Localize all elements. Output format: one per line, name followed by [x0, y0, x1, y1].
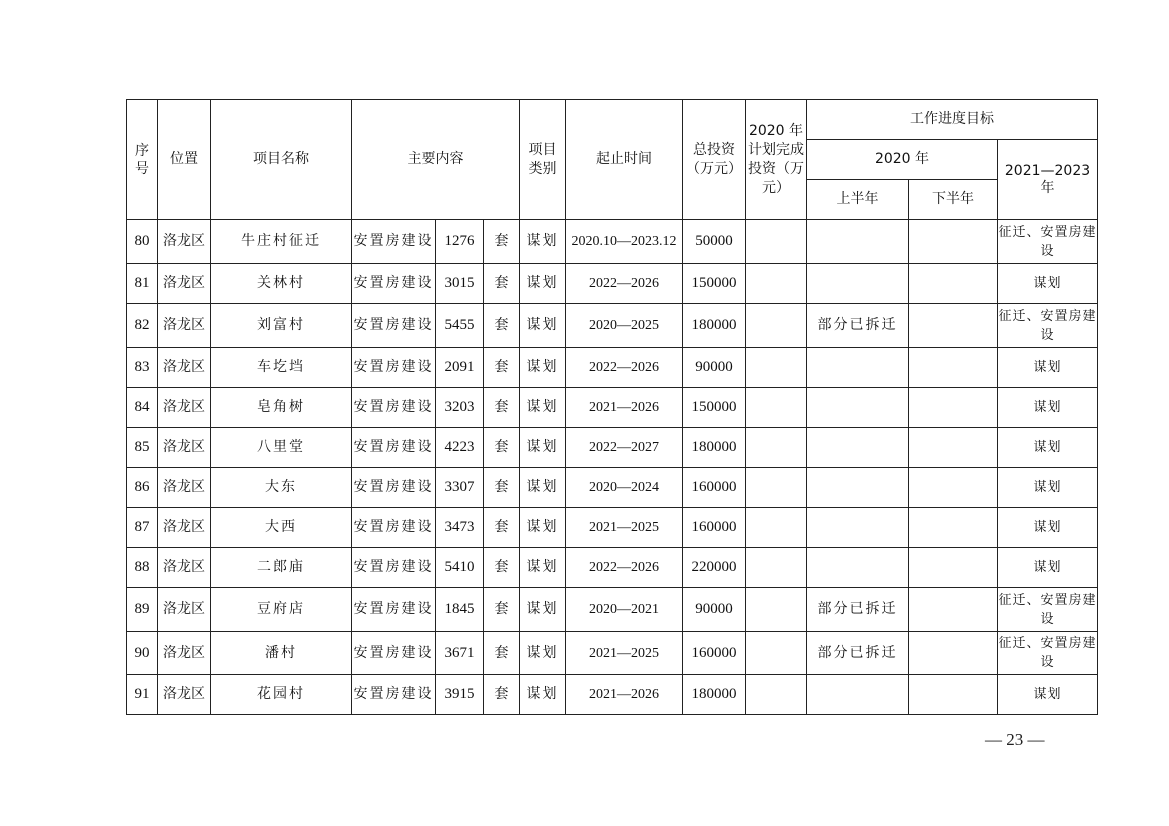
- table-row: [127, 588, 1098, 632]
- row-unit: 套: [484, 264, 520, 304]
- row-seq: 90: [127, 632, 158, 675]
- header-plan-2020: 2020 年计划完成投资（万元）: [746, 100, 807, 220]
- row-total-investment: 50000: [683, 220, 746, 264]
- row-later-years: 征迁、安置房建设: [998, 588, 1098, 632]
- row-location: 洛龙区: [158, 468, 211, 508]
- row-first-half: [807, 264, 909, 304]
- row-location: 洛龙区: [158, 348, 211, 388]
- row-unit: 套: [484, 348, 520, 388]
- row-quantity: 3203: [436, 388, 484, 428]
- row-period: 2020—2021: [566, 588, 683, 632]
- row-unit: 套: [484, 304, 520, 348]
- row-plan-2020: [746, 508, 807, 548]
- row-project-name: 牛庄村征迁: [211, 220, 352, 264]
- row-later-years: 谋划: [998, 264, 1098, 304]
- row-project-name: 花园村: [211, 675, 352, 715]
- row-period: 2020—2024: [566, 468, 683, 508]
- header-seq: 序号: [127, 100, 158, 220]
- row-project-name: 豆府店: [211, 588, 352, 632]
- row-seq: 89: [127, 588, 158, 632]
- header-later-years: 2021—2023 年: [998, 140, 1098, 220]
- row-total-investment: 160000: [683, 508, 746, 548]
- row-second-half: [909, 508, 998, 548]
- row-first-half: [807, 548, 909, 588]
- row-main-content: 安置房建设: [352, 588, 436, 632]
- row-unit: 套: [484, 508, 520, 548]
- row-quantity: 2091: [436, 348, 484, 388]
- row-location: 洛龙区: [158, 588, 211, 632]
- row-period: 2022—2027: [566, 428, 683, 468]
- header-year-2020: 2020 年: [807, 140, 998, 180]
- row-seq: 80: [127, 220, 158, 264]
- row-quantity: 3671: [436, 632, 484, 675]
- row-main-content: 安置房建设: [352, 468, 436, 508]
- row-second-half: [909, 304, 998, 348]
- row-plan-2020: [746, 348, 807, 388]
- row-main-content: 安置房建设: [352, 428, 436, 468]
- row-location: 洛龙区: [158, 220, 211, 264]
- header-period: 起止时间: [566, 100, 683, 220]
- row-total-investment: 180000: [683, 428, 746, 468]
- table-row: [127, 548, 1098, 588]
- row-main-content: 安置房建设: [352, 632, 436, 675]
- row-plan-2020: [746, 428, 807, 468]
- row-unit: 套: [484, 388, 520, 428]
- row-quantity: 3473: [436, 508, 484, 548]
- row-first-half: [807, 508, 909, 548]
- row-second-half: [909, 548, 998, 588]
- row-later-years: 征迁、安置房建设: [998, 220, 1098, 264]
- row-category: 谋划: [520, 428, 566, 468]
- row-unit: 套: [484, 468, 520, 508]
- row-first-half: 部分已拆迁: [807, 632, 909, 675]
- row-category: 谋划: [520, 588, 566, 632]
- row-location: 洛龙区: [158, 548, 211, 588]
- row-second-half: [909, 468, 998, 508]
- row-quantity: 3307: [436, 468, 484, 508]
- header-first-half: 上半年: [807, 180, 909, 220]
- row-category: 谋划: [520, 348, 566, 388]
- row-location: 洛龙区: [158, 304, 211, 348]
- row-project-name: 车圪垱: [211, 348, 352, 388]
- row-unit: 套: [484, 548, 520, 588]
- row-total-investment: 160000: [683, 468, 746, 508]
- row-category: 谋划: [520, 508, 566, 548]
- row-period: 2022—2026: [566, 348, 683, 388]
- row-plan-2020: [746, 675, 807, 715]
- row-period: 2022—2026: [566, 264, 683, 304]
- table-row: [127, 388, 1098, 428]
- row-first-half: 部分已拆迁: [807, 304, 909, 348]
- row-plan-2020: [746, 588, 807, 632]
- row-first-half: [807, 675, 909, 715]
- row-plan-2020: [746, 548, 807, 588]
- row-plan-2020: [746, 264, 807, 304]
- table-row: [127, 675, 1098, 715]
- row-category: 谋划: [520, 632, 566, 675]
- row-later-years: 谋划: [998, 508, 1098, 548]
- row-category: 谋划: [520, 220, 566, 264]
- row-plan-2020: [746, 304, 807, 348]
- row-quantity: 5410: [436, 548, 484, 588]
- header-location: 位置: [158, 100, 211, 220]
- row-second-half: [909, 632, 998, 675]
- row-quantity: 5455: [436, 304, 484, 348]
- row-first-half: [807, 428, 909, 468]
- row-seq: 85: [127, 428, 158, 468]
- row-later-years: 征迁、安置房建设: [998, 632, 1098, 675]
- row-total-investment: 90000: [683, 588, 746, 632]
- row-first-half: [807, 220, 909, 264]
- header-total: 总投资（万元）: [683, 100, 746, 220]
- row-later-years: 谋划: [998, 468, 1098, 508]
- row-total-investment: 160000: [683, 632, 746, 675]
- header-content: 主要内容: [352, 100, 520, 220]
- row-later-years: 谋划: [998, 348, 1098, 388]
- row-quantity: 3015: [436, 264, 484, 304]
- row-unit: 套: [484, 428, 520, 468]
- row-main-content: 安置房建设: [352, 675, 436, 715]
- row-later-years: 谋划: [998, 675, 1098, 715]
- row-project-name: 刘富村: [211, 304, 352, 348]
- row-category: 谋划: [520, 675, 566, 715]
- row-main-content: 安置房建设: [352, 548, 436, 588]
- row-main-content: 安置房建设: [352, 508, 436, 548]
- row-period: 2022—2026: [566, 548, 683, 588]
- row-first-half: [807, 348, 909, 388]
- row-total-investment: 180000: [683, 304, 746, 348]
- row-total-investment: 150000: [683, 264, 746, 304]
- row-location: 洛龙区: [158, 388, 211, 428]
- row-second-half: [909, 264, 998, 304]
- row-second-half: [909, 675, 998, 715]
- row-seq: 83: [127, 348, 158, 388]
- row-project-name: 关林村: [211, 264, 352, 304]
- row-period: 2020.10—2023.12: [566, 220, 683, 264]
- row-seq: 81: [127, 264, 158, 304]
- row-second-half: [909, 588, 998, 632]
- header-name: 项目名称: [211, 100, 352, 220]
- table-row: [127, 348, 1098, 388]
- row-project-name: 大东: [211, 468, 352, 508]
- row-later-years: 谋划: [998, 548, 1098, 588]
- project-table: [126, 99, 1098, 715]
- row-unit: 套: [484, 588, 520, 632]
- row-quantity: 3915: [436, 675, 484, 715]
- row-seq: 86: [127, 468, 158, 508]
- row-seq: 87: [127, 508, 158, 548]
- header-category: 项目类别: [520, 100, 566, 220]
- row-project-name: 二郎庙: [211, 548, 352, 588]
- row-plan-2020: [746, 388, 807, 428]
- table-row: [127, 304, 1098, 348]
- row-project-name: 皂角树: [211, 388, 352, 428]
- row-period: 2021—2026: [566, 675, 683, 715]
- row-category: 谋划: [520, 468, 566, 508]
- row-period: 2020—2025: [566, 304, 683, 348]
- row-main-content: 安置房建设: [352, 388, 436, 428]
- row-category: 谋划: [520, 548, 566, 588]
- row-location: 洛龙区: [158, 264, 211, 304]
- row-main-content: 安置房建设: [352, 220, 436, 264]
- row-later-years: 谋划: [998, 428, 1098, 468]
- row-second-half: [909, 220, 998, 264]
- row-total-investment: 150000: [683, 388, 746, 428]
- row-total-investment: 90000: [683, 348, 746, 388]
- row-quantity: 4223: [436, 428, 484, 468]
- row-first-half: 部分已拆迁: [807, 588, 909, 632]
- row-location: 洛龙区: [158, 508, 211, 548]
- row-seq: 88: [127, 548, 158, 588]
- row-project-name: 潘村: [211, 632, 352, 675]
- row-period: 2021—2026: [566, 388, 683, 428]
- row-total-investment: 180000: [683, 675, 746, 715]
- row-main-content: 安置房建设: [352, 348, 436, 388]
- row-category: 谋划: [520, 388, 566, 428]
- row-plan-2020: [746, 220, 807, 264]
- table-row: [127, 632, 1098, 675]
- row-second-half: [909, 348, 998, 388]
- row-second-half: [909, 388, 998, 428]
- row-plan-2020: [746, 632, 807, 675]
- row-unit: 套: [484, 675, 520, 715]
- row-location: 洛龙区: [158, 632, 211, 675]
- row-later-years: 征迁、安置房建设: [998, 304, 1098, 348]
- row-category: 谋划: [520, 304, 566, 348]
- header-second-half: 下半年: [909, 180, 998, 220]
- row-project-name: 大西: [211, 508, 352, 548]
- row-plan-2020: [746, 468, 807, 508]
- row-first-half: [807, 468, 909, 508]
- row-quantity: 1276: [436, 220, 484, 264]
- row-location: 洛龙区: [158, 675, 211, 715]
- table-row: [127, 428, 1098, 468]
- row-seq: 82: [127, 304, 158, 348]
- row-period: 2021—2025: [566, 508, 683, 548]
- row-main-content: 安置房建设: [352, 264, 436, 304]
- row-second-half: [909, 428, 998, 468]
- header-progress: 工作进度目标: [807, 100, 1098, 140]
- table-row: [127, 508, 1098, 548]
- table-row: [127, 468, 1098, 508]
- row-seq: 91: [127, 675, 158, 715]
- row-unit: 套: [484, 220, 520, 264]
- row-seq: 84: [127, 388, 158, 428]
- row-location: 洛龙区: [158, 428, 211, 468]
- row-category: 谋划: [520, 264, 566, 304]
- row-unit: 套: [484, 632, 520, 675]
- row-later-years: 谋划: [998, 388, 1098, 428]
- row-total-investment: 220000: [683, 548, 746, 588]
- row-period: 2021—2025: [566, 632, 683, 675]
- table-row: [127, 220, 1098, 264]
- table-row: [127, 264, 1098, 304]
- page-number: — 23 —: [985, 730, 1045, 749]
- row-project-name: 八里堂: [211, 428, 352, 468]
- row-main-content: 安置房建设: [352, 304, 436, 348]
- row-first-half: [807, 388, 909, 428]
- row-quantity: 1845: [436, 588, 484, 632]
